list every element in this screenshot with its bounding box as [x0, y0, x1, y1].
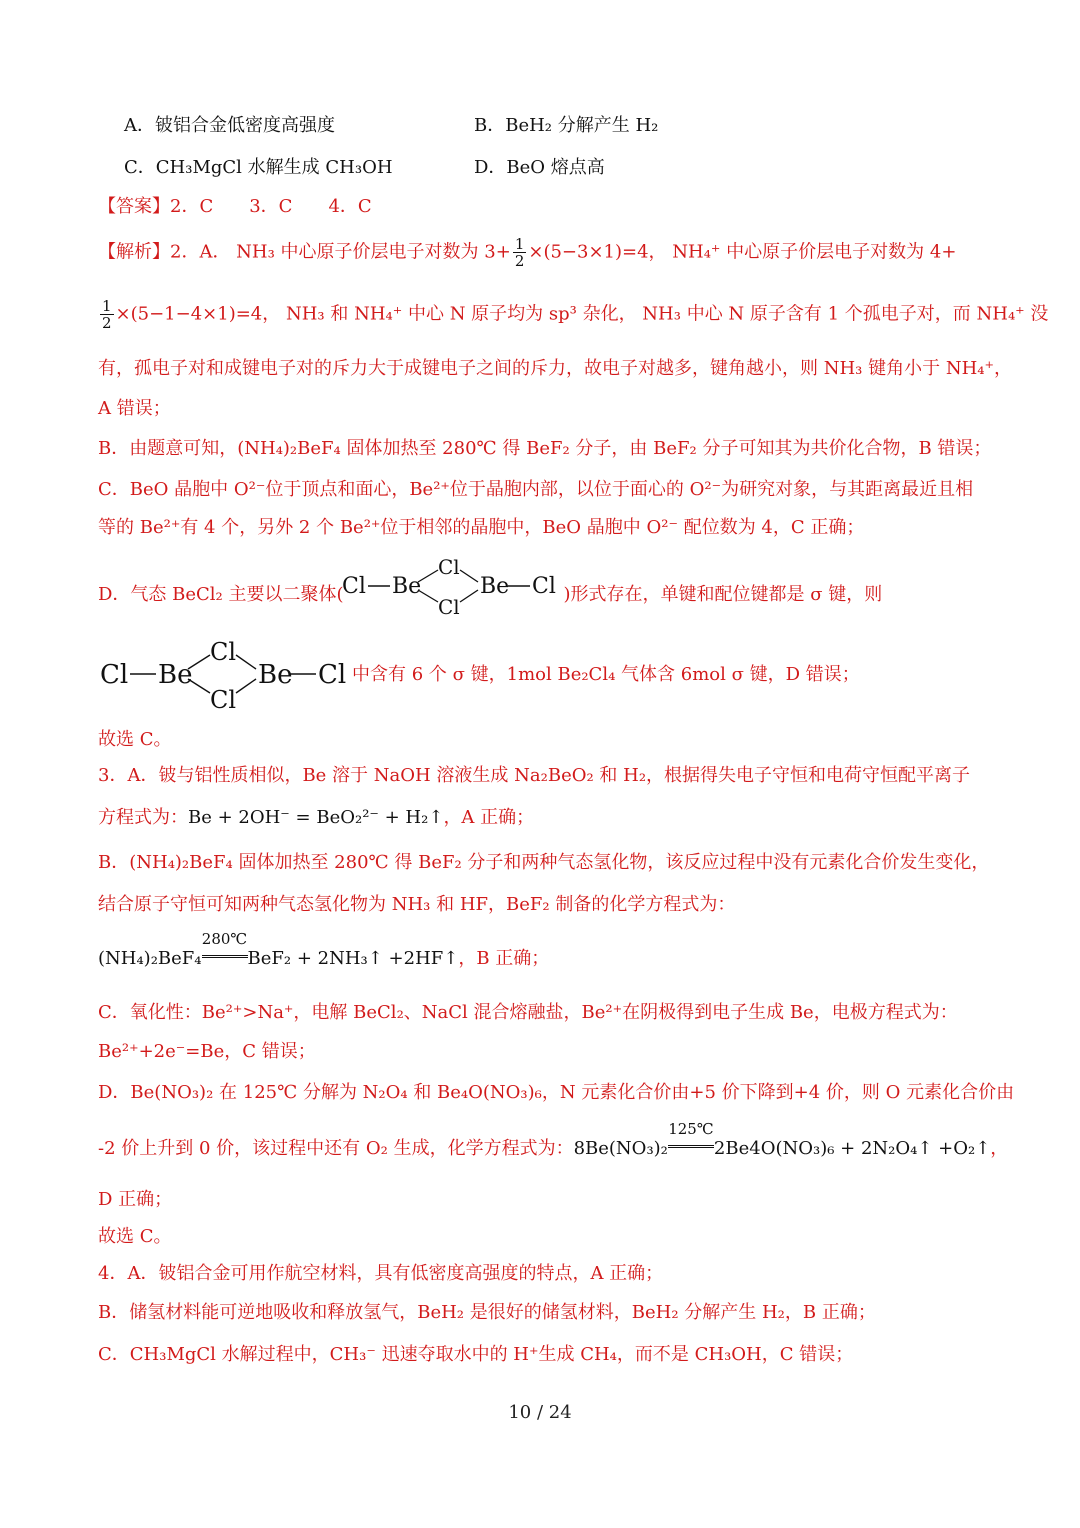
page-number: 10 / 24 — [508, 1402, 572, 1423]
products: BeF₂ + 2NH₃↑ +2HF↑ — [247, 948, 459, 969]
fraction — [100, 298, 114, 331]
analysis-line-21: 故选 C。 — [98, 1226, 172, 1247]
analysis-line-16: C．氧化性：Be²⁺>Na⁺，电解 BeCl₂、NaCl 混合熔融盐，Be²⁺在阴极得到电子生成 Be，电极方程式为： — [98, 1002, 958, 1023]
dimer-be2: Be — [480, 574, 510, 599]
analysis-text: 【解析】2．A． NH₃ 中心原子价层电子对数为 3+ — [98, 241, 511, 263]
fraction-numerator: 1 — [514, 235, 525, 253]
equals-sign — [668, 1145, 714, 1154]
analysis-text: )形式存在，单键和配位键都是 σ 键，则 — [563, 584, 883, 605]
bond-line — [236, 679, 256, 693]
dimer-cl-left: Cl — [100, 660, 129, 690]
analysis-text: 方程式为： — [98, 807, 188, 828]
reaction-condition — [668, 1120, 714, 1162]
dimer-cl-bottom: Cl — [438, 595, 460, 618]
dimer-cl-bottom: Cl — [210, 686, 237, 714]
ionic-equation: Be + 2OH⁻ = BeO₂²⁻ + H₂↑ — [188, 807, 444, 828]
dimer-be1: Be — [158, 660, 193, 690]
analysis-text: ， — [990, 1138, 1009, 1159]
dimer-cl-right: Cl — [318, 660, 347, 690]
analysis-line-17: Be²⁺+2e⁻=Be，C 错误； — [98, 1041, 316, 1062]
dimer-be1: Be — [392, 574, 422, 599]
fraction — [513, 236, 527, 269]
analysis-line-11: 3．A．铍与铝性质相似，Be 溶于 NaOH 溶液生成 Na₂BeO₂ 和 H₂，根据得失电子守恒和电荷守恒配平离子 — [98, 765, 971, 786]
analysis-line-19 — [98, 1120, 1009, 1162]
analysis-line-13: B．(NH₄)₂BeF₄ 固体加热至 280℃ 得 BeF₂ 分子和两种气态氢化物，该反应过程中没有元素化合价发生变化， — [98, 852, 990, 873]
dimer-be2: Be — [258, 660, 293, 690]
answer-line: 【答案】2．C 3．C 4．C — [98, 196, 372, 217]
option-a: A．铍铝合金低密度高强度 — [124, 115, 335, 136]
analysis-line-10: 故选 C。 — [98, 729, 172, 750]
analysis-line-6: C．BeO 晶胞中 O²⁻位于顶点和面心，Be²⁺位于晶胞内部，以位于面心的 O²⁻为研究对象，与其距离最近且相 — [98, 479, 974, 500]
analysis-line-23: B．储氢材料能可逆地吸收和释放氢气，BeH₂ 是很好的储氢材料，BeH₂ 分解产生 H₂，B 正确； — [98, 1302, 876, 1323]
option-c: C．CH₃MgCl 水解生成 CH₃OH — [124, 157, 393, 178]
dimer-cl-top: Cl — [210, 638, 237, 666]
option-d: D．BeO 熔点高 — [474, 157, 605, 178]
analysis-line-9: 中含有 6 个 σ 键，1mol Be₂Cl₄ 气体含 6mol σ 键，D 错误； — [352, 664, 860, 685]
analysis-text: D．气态 BeCl₂ 主要以二聚体( — [98, 584, 344, 605]
analysis-line-12 — [98, 805, 534, 831]
analysis-text: ×(5−1−4×1)=4， NH₃ 和 NH₄⁺ 中心 N 原子均为 sp³ 杂化， NH₃ 中心 N 原子含有 1 个孤电子对，而 NH₄⁺ 没 — [115, 303, 1049, 325]
analysis-line-14: 结合原子守恒可知两种气态氢化物为 NH₃ 和 HF，BeF₂ 制备的化学方程式为： — [98, 894, 736, 915]
analysis-line-4: A 错误； — [98, 398, 171, 419]
reactant: 8Be(NO₃)₂ — [573, 1138, 668, 1159]
analysis-line-24: C．CH₃MgCl 水解过程中，CH₃⁻ 迅速夺取水中的 H⁺生成 CH₄，而不是 CH₃OH，C 错误； — [98, 1344, 854, 1365]
analysis-line-7: 等的 Be²⁺有 4 个，另外 2 个 Be²⁺位于相邻的晶胞中，BeO 晶胞中 O²⁻ 配位数为 4，C 正确； — [98, 517, 865, 538]
dimer-cl-left: Cl — [342, 574, 366, 599]
analysis-text: -2 价上升到 0 价，该过程中还有 O₂ 生成，化学方程式为： — [98, 1138, 574, 1159]
analysis-line-22: 4．A．铍铝合金可用作航空材料，具有低密度高强度的特点，A 正确； — [98, 1263, 664, 1284]
analysis-text: ，A 正确； — [443, 807, 535, 828]
dimer-structure-small — [338, 552, 563, 618]
bond-line — [460, 570, 478, 582]
analysis-line-15 — [98, 930, 550, 972]
analysis-line-20: D 正确； — [98, 1189, 173, 1210]
equals-sign — [202, 955, 248, 964]
reaction-condition — [201, 930, 248, 972]
dimer-structure-large — [98, 636, 354, 714]
bond-line — [460, 590, 478, 602]
fraction-denominator: 2 — [102, 314, 112, 332]
dimer-cl-top: Cl — [438, 555, 460, 579]
analysis-line-18: D．Be(NO₃)₂ 在 125℃ 分解为 N₂O₄ 和 Be₄O(NO₃)₆，N 元素化合价由+5 价下降到+4 价，则 O 元素化合价由 — [98, 1082, 1015, 1103]
bond-line — [236, 655, 256, 669]
option-b: B．BeH₂ 分解产生 H₂ — [474, 115, 659, 136]
analysis-text: ，B 正确； — [458, 948, 550, 969]
analysis-line-5: B．由题意可知，(NH₄)₂BeF₄ 固体加热至 280℃ 得 BeF₂ 分子，由 BeF₂ 分子可知其为共价化合物，B 错误； — [98, 438, 992, 459]
products: 2Be4O(NO₃)₆ + 2N₂O₄↑ +O₂↑ — [713, 1138, 991, 1159]
dimer-cl-right: Cl — [532, 574, 556, 599]
reactant: (NH₄)₂BeF₄ — [98, 948, 202, 969]
analysis-text: ×(5−3×1)=4， NH₄⁺ 中心原子价层电子对数为 4+ — [528, 241, 957, 263]
analysis-line-2 — [98, 298, 1048, 331]
analysis-line-1 — [98, 236, 956, 269]
fraction-numerator: 1 — [102, 297, 112, 315]
condition-label: 280℃ — [201, 930, 248, 948]
fraction-denominator: 2 — [514, 252, 525, 270]
analysis-line-3: 有，孤电子对和成键电子对的斥力大于成键电子之间的斥力，故电子对越多，键角越小，则 NH₃ 键角小于 NH₄⁺， — [98, 358, 1012, 379]
condition-label: 125℃ — [668, 1120, 714, 1138]
